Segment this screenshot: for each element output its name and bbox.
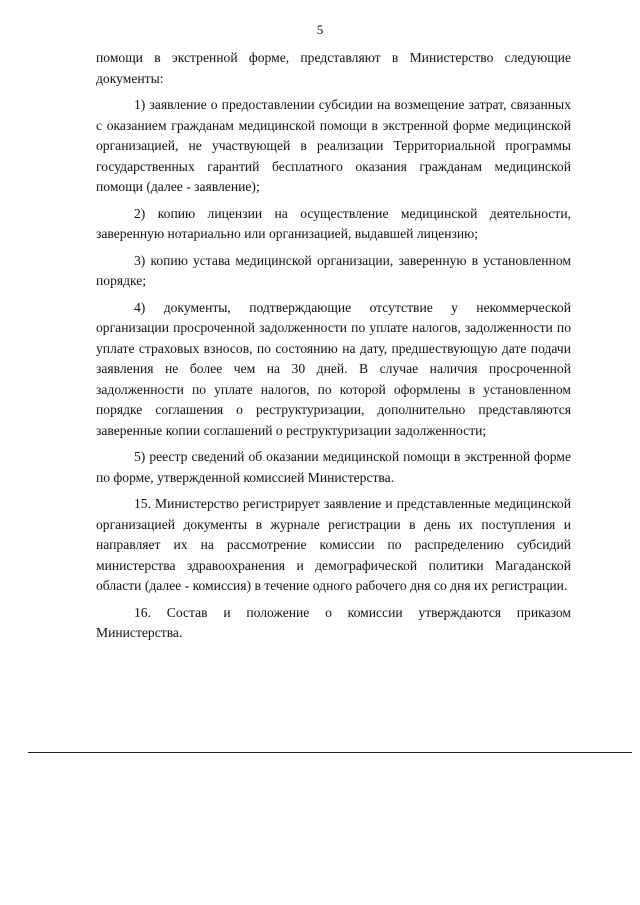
clause-15: 15. Министерство регистрирует заявление и представленные медицинской организацией документы в журнале регистрации в день их поступления и направляет их на рассмотрение комиссии по распределению субсидий министерства здравоохранения и демографической политики Магаданской области (далее - комиссия) в течение одного рабочего дня со дня их регистрации. bbox=[96, 496, 571, 593]
list-item-registry: 5) реестр сведений об оказании медицинской помощи в экстренной форме по форме, утвержденной комиссией Министерства. bbox=[96, 449, 571, 485]
list-item-no-debt-documents: 4) документы, подтверждающие отсутствие у некоммерческой организации просроченной задолженности по уплате налогов, задолженности по уплате страховых взносов, по состоянию на дату, предшествующую дате подачи заявления не более чем на 30 дней. В случае наличия просроченной задолженности по уплате налогов, по которой оформлены в установленном порядке соглашения о реструктуризации, дополнительно представляются заверенные копии соглашений о реструктуризации задолженности; bbox=[96, 299, 571, 438]
clause-16: 16. Состав и положение о комиссии утверждаются приказом Министерства. bbox=[96, 604, 571, 640]
paragraph-continuation: помощи в экстренной форме, представляют в Министерство следующие документы: bbox=[96, 50, 571, 86]
list-item-application: 1) заявление о предоставлении субсидии на возмещение затрат, связанных с оказанием гражданам медицинской помощи в экстренной форме медицинской организацией, не участвующей в реализации Территориальной программы государственных гарантий бесплатного оказания гражданам медицинской помощи (далее - заявление); bbox=[96, 97, 571, 194]
footer-divider bbox=[28, 752, 632, 753]
list-item-license-copy: 2) копию лицензии на осуществление медицинской деятельности, заверенную нотариально или организацией, выдавшей лицензию; bbox=[96, 205, 571, 241]
document-body bbox=[96, 48, 571, 650]
page-number: 5 bbox=[316, 22, 324, 37]
list-item-charter-copy: 3) копию устава медицинской организации, заверенную в установленном порядке; bbox=[96, 252, 571, 288]
